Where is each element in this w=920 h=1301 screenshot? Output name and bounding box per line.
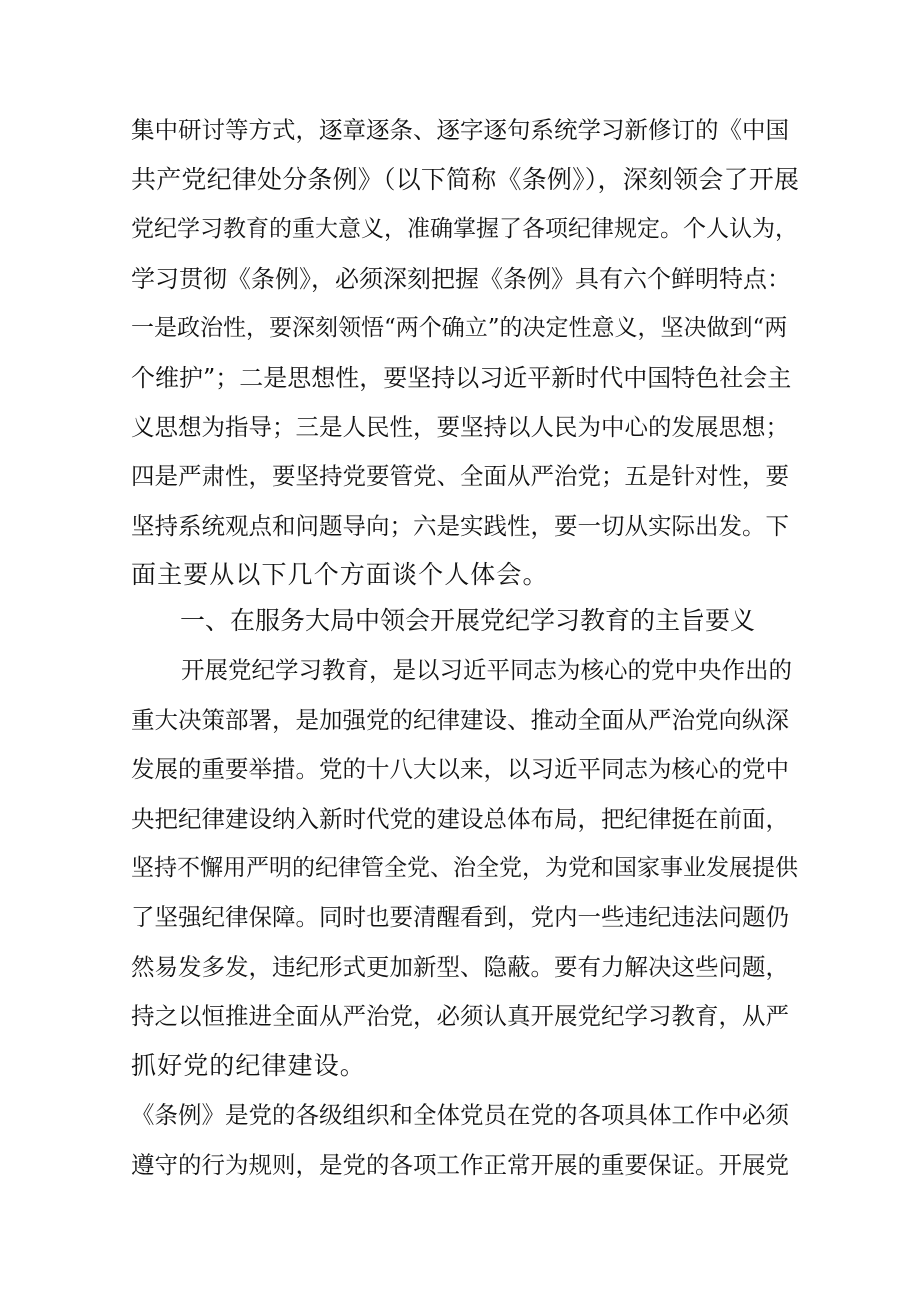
body-text-line: 《条例》是党的各级组织和全体党员在党的各项具体工作中必须 — [131, 1101, 789, 1129]
body-text-line: 抓好党的纪律建设。 — [131, 1051, 366, 1080]
body-text-line: 坚持系统观点和问题导向；六是实践性，要一切从实际出发。下 — [131, 512, 789, 540]
body-text-line: 央把纪律建设纳入新时代党的建设总体布局，把纪律挺在前面， — [131, 805, 789, 833]
body-text-line: 发展的重要举措。党的十八大以来，以习近平同志为核心的党中 — [131, 755, 789, 783]
body-text-line: 义思想为指导；三是人民性，要坚持以人民为中心的发展思想； — [131, 413, 789, 441]
body-text-line: 面主要从以下几个方面谈个人体会。 — [131, 560, 549, 589]
body-text-line: 坚持不懈用严明的纪律管全党、治全党，为党和国家事业发展提供 — [131, 855, 798, 881]
body-text-line: 然易发多发，违纪形式更加新型、隐蔽。要有力解决这些问题， — [131, 953, 789, 981]
body-text-line: 学习贯彻《条例》，必须深刻把握《条例》具有六个鲜明特点： — [131, 265, 791, 293]
body-text-line: 四是严肃性，要坚持党要管党、全面从严治党；五是针对性，要 — [131, 462, 789, 490]
body-text-line: 重大决策部署，是加强党的纪律建设、推动全面从严治党向纵深 — [131, 706, 789, 734]
body-text-line: 遵守的行为规则，是党的各项工作正常开展的重要保证。开展党 — [131, 1151, 789, 1179]
body-text-line: 一是政治性，要深刻领悟“两个确立”的决定性意义，坚决做到“两 — [131, 315, 788, 341]
body-text-line: 集中研讨等方式，逐章逐条、逐字逐句系统学习新修订的《中国 — [131, 116, 789, 144]
body-text-line: 了坚强纪律保障。同时也要清醒看到，党内一些违纪违法问题仍 — [131, 903, 789, 931]
body-text-line: 持之以恒推进全面从严治党，必须认真开展党纪学习教育，从严 — [131, 1002, 789, 1030]
body-text-line: 个维护”；二是思想性，要坚持以习近平新时代中国特色社会主 — [131, 364, 792, 392]
body-text-line: 党纪学习教育的重大意义，准确掌握了各项纪律规定。个人认为， — [131, 216, 798, 242]
section-heading: 一、在服务大局中领会开展党纪学习教育的主旨要义 — [180, 606, 756, 635]
body-text-line: 开展党纪学习教育，是以习近平同志为核心的党中央作出的 — [181, 656, 792, 684]
body-text-line: 共产党纪律处分条例》（以下简称《条例》），深刻领会了开展 — [131, 165, 800, 194]
